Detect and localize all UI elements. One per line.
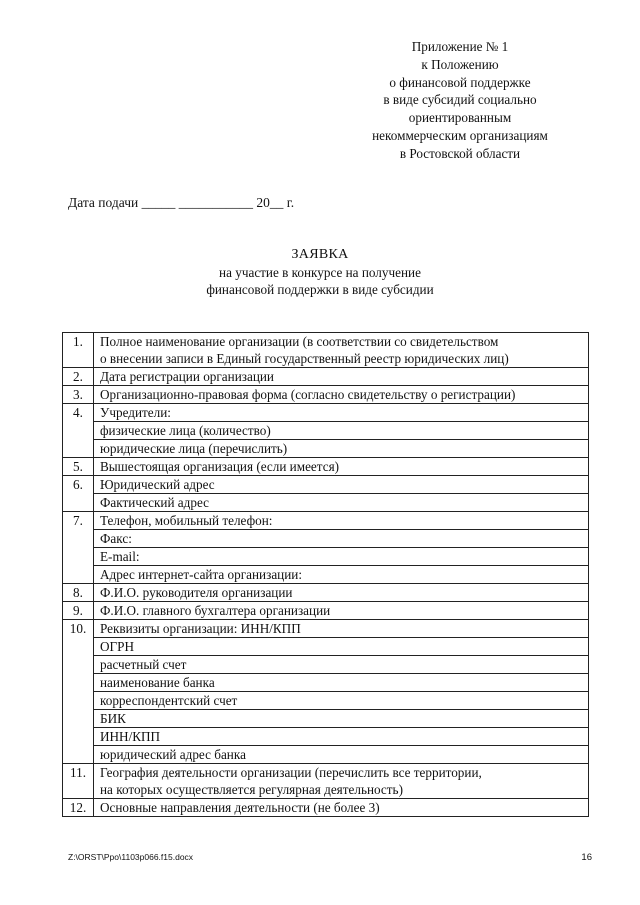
appendix-line: о финансовой поддержке bbox=[389, 74, 531, 90]
table-row bbox=[63, 638, 589, 656]
row-label-line: о внесении записи в Единый государственный реестр юридических лиц) bbox=[100, 351, 509, 366]
row-label: ОГРН bbox=[94, 638, 589, 656]
document-subtitle: финансовой поддержки в виде субсидии bbox=[206, 282, 434, 297]
appendix-line: ориентированным bbox=[408, 110, 512, 126]
row-number: 4. bbox=[63, 404, 94, 458]
table-row bbox=[63, 799, 589, 817]
table-row bbox=[63, 512, 589, 530]
page-number: 16 bbox=[581, 852, 592, 863]
row-number: 11. bbox=[63, 764, 94, 799]
application-form-table bbox=[62, 332, 589, 817]
table-row bbox=[63, 674, 589, 692]
table-row bbox=[63, 710, 589, 728]
row-label bbox=[94, 333, 589, 368]
row-label: Юридический адрес bbox=[94, 476, 589, 494]
table-row bbox=[63, 566, 589, 584]
row-number: 9. bbox=[63, 602, 94, 620]
row-number: 6. bbox=[63, 476, 94, 512]
row-number: 8. bbox=[63, 584, 94, 602]
row-number: 5. bbox=[63, 458, 94, 476]
row-label: Реквизиты организации: ИНН/КПП bbox=[94, 620, 589, 638]
row-label-line: Полное наименование организации (в соответствии со свидетельством bbox=[100, 334, 499, 349]
row-label: Дата регистрации организации bbox=[94, 368, 589, 386]
row-number: 7. bbox=[63, 512, 94, 584]
table-row bbox=[63, 333, 589, 368]
table-row bbox=[63, 656, 589, 674]
row-label bbox=[94, 764, 589, 799]
table-row bbox=[63, 692, 589, 710]
table-row bbox=[63, 764, 589, 799]
row-label-line: на которых осуществляется регулярная деятельность) bbox=[100, 782, 403, 797]
row-label: Телефон, мобильный телефон: bbox=[94, 512, 589, 530]
table-row bbox=[63, 746, 589, 764]
row-number: 12. bbox=[63, 799, 94, 817]
document-title: ЗАЯВКА bbox=[291, 247, 349, 262]
row-label: Вышестоящая организация (если имеется) bbox=[94, 458, 589, 476]
submission-date-line: Дата подачи _____ ___________ 20__ г. bbox=[68, 195, 295, 210]
row-label: Организационно-правовая форма (согласно свидетельству о регистрации) bbox=[94, 386, 589, 404]
row-label-line: География деятельности организации (перечислить все территории, bbox=[100, 765, 482, 780]
table-row bbox=[63, 620, 589, 638]
appendix-line: в Ростовской области bbox=[399, 145, 521, 161]
table-row bbox=[63, 476, 589, 494]
table-row bbox=[63, 440, 589, 458]
row-label: юридический адрес банка bbox=[94, 746, 589, 764]
table-row bbox=[63, 530, 589, 548]
row-label: Ф.И.О. руководителя организации bbox=[94, 584, 589, 602]
row-label: Адрес интернет-сайта организации: bbox=[94, 566, 589, 584]
appendix-line: к Положению bbox=[421, 56, 499, 72]
row-label: наименование банка bbox=[94, 674, 589, 692]
row-label: Ф.И.О. главного бухгалтера организации bbox=[94, 602, 589, 620]
footer-file-path: Z:\ORST\Ppo\1103p066.f15.docx bbox=[68, 852, 194, 862]
table-row bbox=[63, 404, 589, 422]
row-label: Учредители: bbox=[94, 404, 589, 422]
table-row bbox=[63, 548, 589, 566]
table-row bbox=[63, 494, 589, 512]
table-row bbox=[63, 602, 589, 620]
row-label: Фактический адрес bbox=[94, 494, 589, 512]
document-title-block bbox=[0, 246, 640, 299]
row-label: физические лица (количество) bbox=[94, 422, 589, 440]
table-row bbox=[63, 458, 589, 476]
table-row bbox=[63, 386, 589, 404]
row-number: 3. bbox=[63, 386, 94, 404]
row-label: юридические лица (перечислить) bbox=[94, 440, 589, 458]
row-label: E-mail: bbox=[94, 548, 589, 566]
row-label: корреспондентский счет bbox=[94, 692, 589, 710]
row-number: 10. bbox=[63, 620, 94, 764]
document-subtitle: на участие в конкурсе на получение bbox=[219, 264, 421, 280]
row-label: Факс: bbox=[94, 530, 589, 548]
row-label: Основные направления деятельности (не более 3) bbox=[94, 799, 589, 817]
appendix-line: в виде субсидий социально bbox=[383, 92, 537, 108]
row-number: 2. bbox=[63, 368, 94, 386]
table-row bbox=[63, 368, 589, 386]
appendix-line: Приложение № 1 bbox=[411, 39, 509, 54]
table-row bbox=[63, 584, 589, 602]
table-row bbox=[63, 728, 589, 746]
row-label: ИНН/КПП bbox=[94, 728, 589, 746]
table-row bbox=[63, 422, 589, 440]
row-label: расчетный счет bbox=[94, 656, 589, 674]
appendix-header bbox=[340, 38, 580, 163]
row-label: БИК bbox=[94, 710, 589, 728]
row-number: 1. bbox=[63, 333, 94, 368]
appendix-line: некоммерческим организациям bbox=[372, 127, 548, 143]
